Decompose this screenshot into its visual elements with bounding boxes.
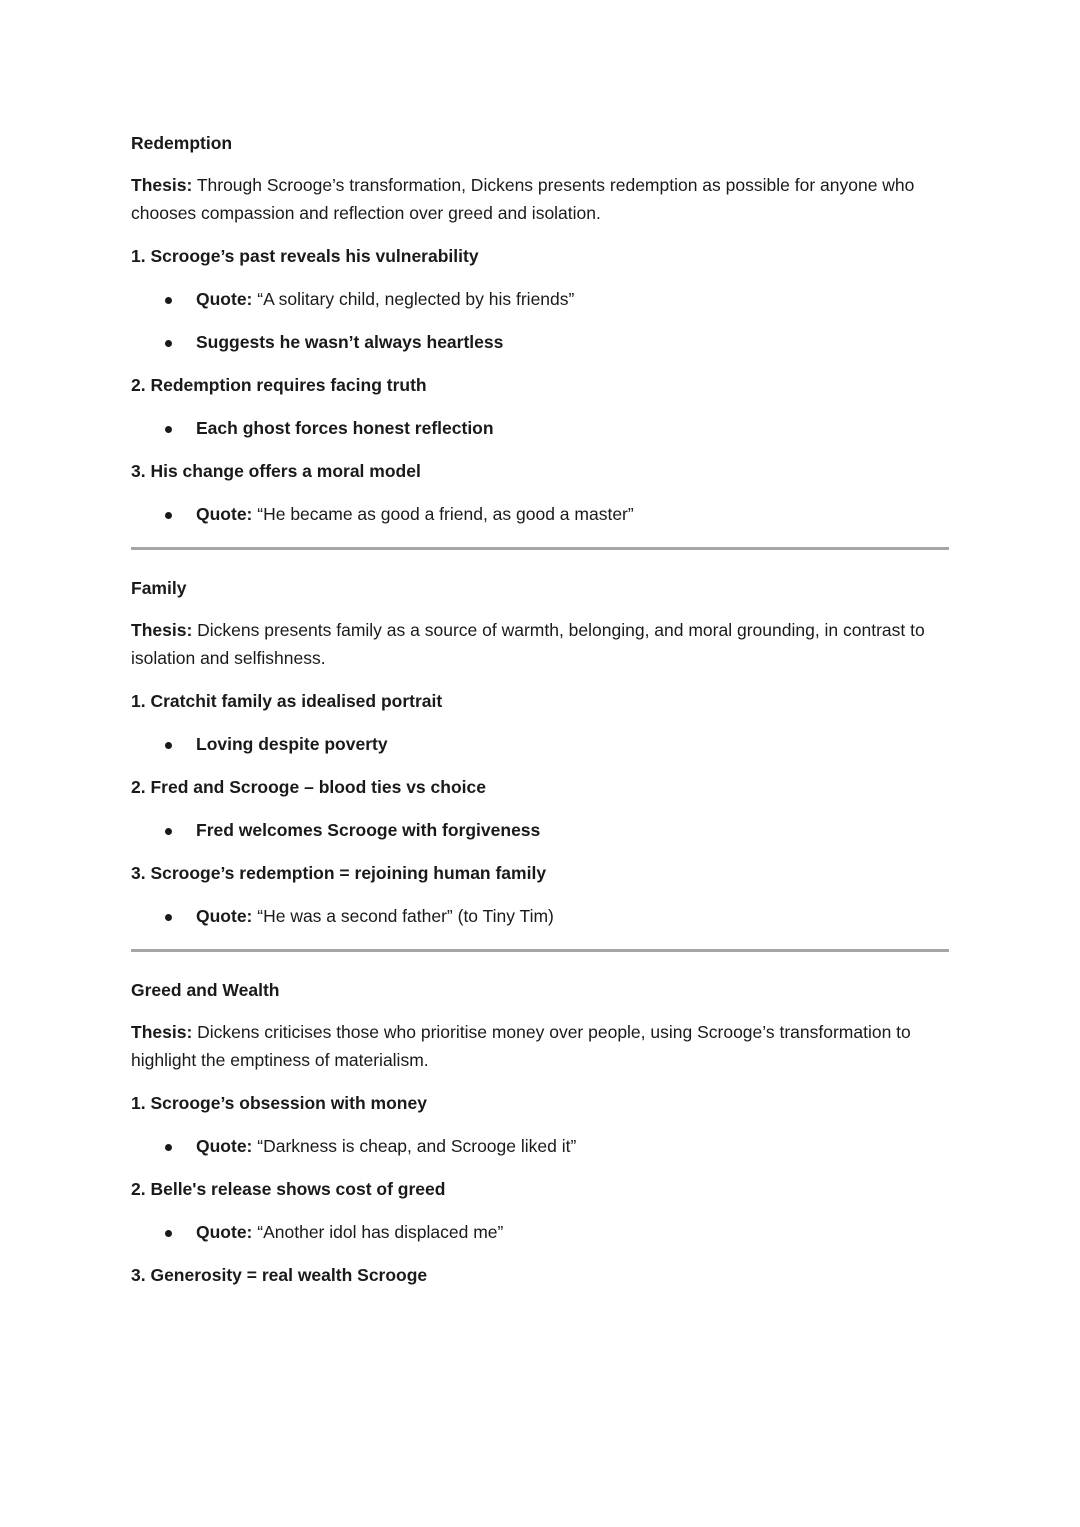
bullet-item bbox=[131, 285, 949, 313]
bullet-item bbox=[131, 1132, 949, 1160]
section-title: Greed and Wealth bbox=[131, 980, 280, 1000]
bullet-dot-icon bbox=[165, 828, 172, 835]
bullet-text: “A solitary child, neglected by his friends” bbox=[252, 289, 575, 309]
bullet-label: Quote: bbox=[196, 1222, 253, 1242]
bullet-item bbox=[131, 816, 949, 844]
thesis-paragraph bbox=[131, 1018, 949, 1074]
bullet-item bbox=[131, 730, 949, 758]
bullet-item bbox=[131, 414, 949, 442]
bullet-text: “Darkness is cheap, and Scrooge liked it” bbox=[252, 1136, 577, 1156]
bullet-item bbox=[131, 1218, 949, 1246]
bullet-text: “He was a second father” (to Tiny Tim) bbox=[252, 906, 554, 926]
section-divider bbox=[131, 949, 949, 952]
section-title: Family bbox=[131, 578, 187, 598]
thesis-paragraph bbox=[131, 616, 949, 672]
thesis-text: Dickens presents family as a source of warmth, belonging, and moral grounding, in contrast to isolation and selfishness. bbox=[131, 620, 925, 668]
bullet-label: Loving despite poverty bbox=[196, 734, 388, 754]
bullet-label: Quote: bbox=[196, 289, 253, 309]
thesis-text: Through Scrooge’s transformation, Dickens presents redemption as possible for anyone who chooses compassion and reflection over greed and isolation. bbox=[131, 175, 915, 223]
bullet-dot-icon bbox=[165, 426, 172, 433]
thesis-paragraph bbox=[131, 171, 949, 227]
bullet-item bbox=[131, 500, 949, 528]
bullet-item bbox=[131, 902, 949, 930]
point-heading: 1. Scrooge’s past reveals his vulnerability bbox=[131, 246, 479, 266]
document-content bbox=[131, 129, 949, 1304]
point-heading: 3. His change offers a moral model bbox=[131, 461, 421, 481]
thesis-label: Thesis: bbox=[131, 1022, 193, 1042]
bullet-text: “He became as good a friend, as good a master” bbox=[252, 504, 634, 524]
bullet-label: Each ghost forces honest reflection bbox=[196, 418, 494, 438]
point-heading: 3. Scrooge’s redemption = rejoining human family bbox=[131, 863, 547, 883]
bullet-dot-icon bbox=[165, 914, 172, 921]
point-heading: 1. Cratchit family as idealised portrait bbox=[131, 691, 443, 711]
bullet-dot-icon bbox=[165, 297, 172, 304]
point-heading: 2. Redemption requires facing truth bbox=[131, 375, 427, 395]
point-heading: 3. Generosity = real wealth Scrooge bbox=[131, 1265, 428, 1285]
thesis-label: Thesis: bbox=[131, 620, 193, 640]
point-heading: 2. Fred and Scrooge – blood ties vs choice bbox=[131, 777, 486, 797]
bullet-dot-icon bbox=[165, 1230, 172, 1237]
bullet-dot-icon bbox=[165, 512, 172, 519]
bullet-label: Fred welcomes Scrooge with forgiveness bbox=[196, 820, 541, 840]
bullet-dot-icon bbox=[165, 742, 172, 749]
thesis-text: Dickens criticises those who prioritise money over people, using Scrooge’s transformation to highlight the emptiness of materialism. bbox=[131, 1022, 911, 1070]
bullet-label: Quote: bbox=[196, 504, 253, 524]
bullet-label: Quote: bbox=[196, 1136, 253, 1156]
bullet-label: Suggests he wasn’t always heartless bbox=[196, 332, 504, 352]
bullet-dot-icon bbox=[165, 340, 172, 347]
bullet-text: “Another idol has displaced me” bbox=[252, 1222, 504, 1242]
point-heading: 2. Belle's release shows cost of greed bbox=[131, 1179, 446, 1199]
section-divider bbox=[131, 547, 949, 550]
section-title: Redemption bbox=[131, 133, 233, 153]
bullet-dot-icon bbox=[165, 1144, 172, 1151]
thesis-label: Thesis: bbox=[131, 175, 193, 195]
bullet-label: Quote: bbox=[196, 906, 253, 926]
bullet-item bbox=[131, 328, 949, 356]
point-heading: 1. Scrooge’s obsession with money bbox=[131, 1093, 427, 1113]
